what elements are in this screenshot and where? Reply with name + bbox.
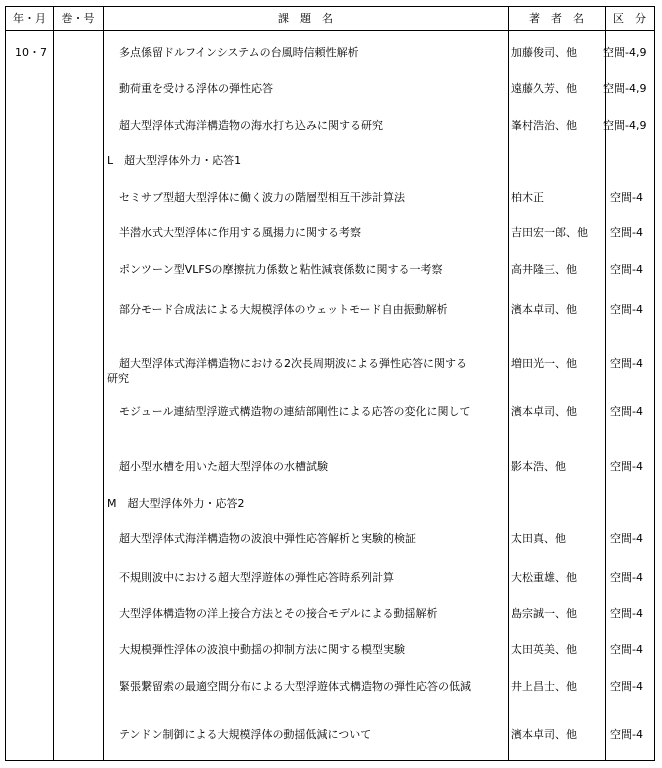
row-title: モジュール連結型浮遊式構造物の連結部剛性による応答の変化に関して [119, 405, 471, 418]
row-author: 太田真、他 [511, 532, 566, 545]
row-author: 濱本卓司、他 [511, 303, 577, 316]
header-author: 著 者 名 [529, 12, 584, 25]
row-author: 遠藤久芳、他 [511, 82, 577, 95]
row-category: 空間-4 [610, 607, 643, 620]
header-title: 課 題 名 [278, 12, 333, 25]
row-category: 空間-4 [610, 460, 643, 473]
row-category: 空間-4 [610, 226, 643, 239]
row-category: 空間-4 [610, 357, 643, 370]
header-year-month: 年・月 [13, 12, 46, 25]
column-divider [53, 7, 54, 760]
row-author: 峯村浩治、他 [511, 119, 577, 132]
row-author: 濱本卓司、他 [511, 405, 577, 418]
row-title: 部分モード合成法による大規模浮体のウェットモード自由振動解析 [119, 303, 448, 316]
row-author: 加藤俊司、他 [511, 46, 577, 59]
row-title: 半潜水式大型浮体に作用する風揚力に関する考察 [119, 226, 361, 239]
row-category: 空間-4 [610, 263, 643, 276]
row-author: 増田光一、他 [511, 357, 577, 370]
row-title: 不規則波中における超大型浮遊体の弾性応答時系列計算 [119, 571, 394, 584]
row-title: 緊張繋留索の最適空間分布による大型浮遊体式構造物の弾性応答の低減 [119, 680, 471, 693]
publication-table [5, 6, 655, 761]
row-category: 空間-4,9 [603, 82, 647, 95]
row-category: 空間-4 [610, 728, 643, 741]
row-author: 影本浩、他 [511, 460, 566, 473]
row-title: 大規模弾性浮体の波浪中動揺の抑制方法に関する模型実験 [119, 643, 405, 656]
row-author: 高井隆三、他 [511, 263, 577, 276]
row-title: 超大型浮体式海洋構造物の海水打ち込みに関する研究 [119, 119, 383, 132]
row-author: 濱本卓司、他 [511, 728, 577, 741]
row-author: 井上昌士、他 [511, 680, 577, 693]
row-title-continuation: 研究 [107, 372, 129, 385]
row-author: 吉田宏一郎、他 [511, 226, 588, 239]
row-author: 島宗誠一、他 [511, 607, 577, 620]
row-title: 超小型水槽を用いた超大型浮体の水槽試験 [119, 460, 328, 473]
row-title: 多点係留ドルフインシステムの台風時信頼性解析 [119, 46, 359, 59]
row-title: 動荷重を受ける浮体の弾性応答 [119, 82, 273, 95]
row-author: 柏木正 [511, 191, 544, 204]
row-category: 空間-4 [610, 532, 643, 545]
section-heading: M 超大型浮体外力・応答2 [107, 497, 245, 510]
header-category: 区 分 [613, 12, 646, 25]
row-category: 空間-4 [610, 680, 643, 693]
row-category: 空間-4,9 [603, 119, 647, 132]
header-divider [6, 30, 654, 31]
section-heading: L 超大型浮体外力・応答1 [107, 154, 242, 167]
header-volume: 巻・号 [61, 12, 95, 25]
row-title: 超大型浮体式海洋構造物の波浪中弾性応答解析と実験的検証 [119, 532, 416, 545]
row-title: テンドン制御による大規模浮体の動揺低減について [119, 728, 372, 741]
row-title: セミサブ型超大型浮体に働く波力の階層型相互干渉計算法 [119, 191, 405, 204]
row-author: 太田英美、他 [511, 643, 577, 656]
row-category: 空間-4 [610, 571, 643, 584]
row-category: 空間-4 [610, 405, 643, 418]
row-category: 空間-4 [610, 191, 643, 204]
row-category: 空間-4 [610, 303, 643, 316]
row-title: ポンツーン型VLFSの摩擦抗力係数と粘性減衰係数に関する一考察 [119, 263, 443, 276]
row-author: 大松重雄、他 [511, 571, 577, 584]
row-title: 超大型浮体式海洋構造物における2次長周期波による弾性応答に関する [119, 357, 467, 370]
year-month-value: 10・7 [15, 46, 47, 59]
row-category: 空間-4,9 [603, 46, 647, 59]
row-category: 空間-4 [610, 643, 643, 656]
column-divider [103, 7, 104, 760]
row-title: 大型浮体構造物の洋上接合方法とその接合モデルによる動揺解析 [119, 607, 438, 620]
